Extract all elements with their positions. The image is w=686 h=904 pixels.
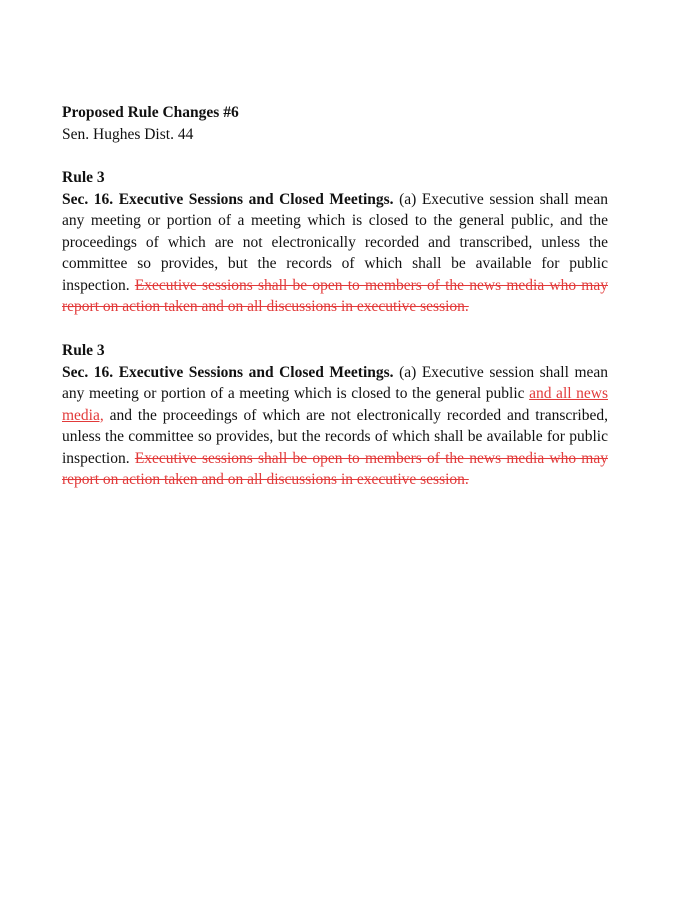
amended-struck-text: Executive sessions shall be open to members of the news media who may report on action taken and on all discussions in executive session. [62,449,608,488]
original-section-heading: Sec. 16. Executive Sessions and Closed Meetings. [62,190,394,208]
amended-rule-label: Rule 3 [62,342,105,359]
sponsor-line: Sen. Hughes Dist. 44 [62,125,194,143]
document-header [62,102,608,145]
original-rule-label: Rule 3 [62,169,105,186]
amended-text-part-2: and the proceedings of which are not electronically recorded and transcribed, unless the committee so provides, but the records of which shall be available for public inspection. [62,406,608,467]
original-rule-section [62,167,608,318]
original-rule-paragraph [62,189,608,318]
amended-rule-section [62,340,608,491]
amended-text-part-1: (a) Executive session shall mean any meeting or portion of a meeting which is closed to the general public [62,363,609,402]
document-title: Proposed Rule Changes #6 [62,104,239,121]
amended-inserted-text: and all news media, [62,385,608,424]
original-text: (a) Executive session shall mean any meeting or portion of a meeting which is closed to the general public, and the proceedings of which are not electronically recorded and transcribed, unless the committee so provides, but the records of which shall be available for public inspection. [62,190,609,294]
amended-rule-paragraph [62,362,608,491]
amended-section-heading: Sec. 16. Executive Sessions and Closed Meetings. [62,363,394,381]
original-struck-text: Executive sessions shall be open to members of the news media who may report on action taken and on all discussions in executive session. [62,276,608,315]
